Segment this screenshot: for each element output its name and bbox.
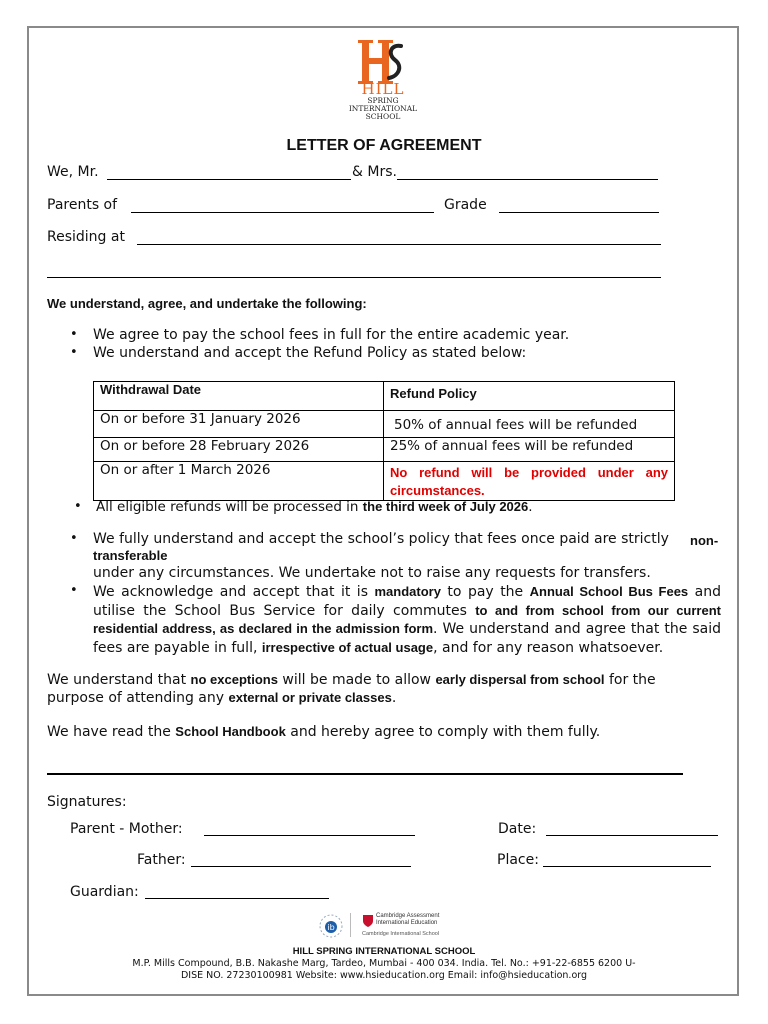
dispersal-text: will be made to allow [277, 672, 436, 688]
bullet-refund-policy: We understand and accept the Refund Policy as stated below: [93, 345, 527, 361]
ib-world-school-logo-icon [318, 913, 344, 939]
table-row [94, 438, 675, 462]
dispersal-text: purpose of attending any [47, 690, 229, 706]
bullet-icon: • [74, 499, 82, 514]
grade-field[interactable] [499, 212, 659, 213]
student-name-field[interactable] [131, 212, 434, 213]
transfer-line-1: We fully understand and accept the school’s policy that fees once paid are strictly [93, 531, 669, 547]
bus-text: utilise the School Bus Service for daily commutes [93, 602, 476, 619]
address-field-1[interactable] [137, 244, 661, 245]
guardian-signature-field[interactable] [145, 898, 329, 899]
dispersal-text: We understand that [47, 672, 191, 688]
dispersal-bold: early dispersal from school [435, 672, 605, 687]
footer-address: M.P. Mills Compound, B.B. Nakashe Marg, Tardeo, Mumbai - 400 034. India. Tel. No.: +91-22-6855 6200 U-DISE NO. 27230100981 Website: www.hsieducation.org Email: info@hsieducation.org [132, 958, 636, 981]
residing-at-label: Residing at [47, 229, 125, 245]
address-field-2[interactable] [47, 277, 661, 278]
bullet-icon: • [70, 327, 78, 342]
bullet-icon: • [70, 583, 78, 598]
table-row [94, 411, 675, 438]
cambridge-logo-text [376, 913, 439, 926]
mr-name-field[interactable] [107, 179, 351, 180]
bullet-fees-full: We agree to pay the school fees in full for the entire academic year. [93, 327, 570, 343]
table-cell-policy-no-refund [384, 462, 675, 501]
bus-text: We acknowledge and accept that it is [93, 584, 375, 600]
date-label: Date: [498, 821, 537, 837]
logo-line-2: INTERNATIONAL [348, 104, 418, 113]
table-cell-date: On or after 1 March 2026 [94, 462, 384, 501]
father-label: Father: [137, 852, 186, 868]
father-signature-field[interactable] [191, 866, 411, 867]
transfer-line-2: under any circumstances. We undertake not to raise any requests for transfers. [93, 565, 651, 581]
logo-separator [350, 913, 351, 937]
footer-school-name: HILL SPRING INTERNATIONAL SCHOOL [292, 946, 476, 957]
grade-label: Grade [444, 197, 487, 213]
cambridge-line-1: Cambridge Assessment [376, 913, 440, 919]
we-mr-label: We, Mr. [47, 164, 99, 180]
dispersal-line-1 [47, 672, 656, 688]
refund-table [93, 381, 675, 501]
parents-of-label: Parents of [47, 197, 118, 213]
page-title: LETTER OF AGREEMENT [286, 137, 482, 154]
bullet-icon: • [70, 531, 78, 546]
handbook-text: We have read the [47, 724, 176, 740]
dispersal-bold: no exceptions [190, 672, 278, 687]
svg-text:ib: ib [327, 923, 335, 932]
cambridge-line-3: Cambridge International School [362, 931, 440, 937]
cambridge-shield-icon [362, 914, 374, 928]
signatures-heading: Signatures: [47, 794, 127, 810]
bullet-icon: • [70, 345, 78, 360]
school-logo-monogram [353, 38, 413, 86]
no-refund-text: No refund will be provided under any circumstances. [390, 465, 668, 498]
logo-line-3: SCHOOL [365, 112, 401, 121]
column-header-refund-policy: Refund Policy [384, 382, 675, 411]
bus-text: said fees are payable in full, [93, 621, 722, 656]
table-cell-policy: 25% of annual fees will be refunded [384, 438, 675, 462]
bus-bold: irrespective of actual usage [261, 639, 434, 655]
table-cell-policy: 50% of annual fees will be refunded [384, 411, 675, 438]
dispersal-text: . [391, 690, 397, 706]
mother-label: Parent - Mother: [70, 821, 183, 837]
refund-note-text: All eligible refunds will be processed in [96, 499, 363, 515]
transfer-bold-2: transferable [93, 548, 168, 563]
bus-fee-paragraph [93, 583, 721, 657]
bus-text: . We understand and agree that the [433, 621, 688, 637]
place-field[interactable] [543, 866, 711, 867]
transfer-bold-1: non- [690, 533, 719, 548]
date-field[interactable] [546, 835, 718, 836]
refund-note-date: the third week of July 2026 [362, 499, 529, 514]
guardian-label: Guardian: [70, 884, 139, 900]
refund-processing-note [96, 499, 533, 515]
dispersal-text: for the [604, 672, 656, 688]
bus-bold: to and from school from our current [475, 602, 721, 618]
bus-text: , and for any reason whatsoever. [433, 639, 664, 656]
bus-text: to pay the [440, 584, 530, 600]
divider-line [47, 773, 683, 775]
place-label: Place: [497, 852, 539, 868]
column-header-withdrawal-date: Withdrawal Date [94, 382, 384, 411]
table-cell-date: On or before 31 January 2026 [94, 411, 384, 438]
bus-bold: mandatory [374, 584, 441, 599]
mother-signature-field[interactable] [204, 835, 415, 836]
handbook-text: and hereby agree to comply with them fully. [285, 724, 601, 740]
intro-heading: We understand, agree, and undertake the following: [47, 296, 367, 311]
dispersal-line-2 [47, 690, 396, 706]
bus-text: and [688, 584, 721, 600]
handbook-bold: School Handbook [175, 724, 286, 739]
table-cell-date: On or before 28 February 2026 [94, 438, 384, 462]
bus-bold: residential address, as declared in the admission form [93, 621, 434, 636]
mrs-name-field[interactable] [397, 179, 658, 180]
logo-name: HILL [361, 80, 405, 98]
cambridge-line-2: International Education [376, 919, 438, 926]
table-row [94, 462, 675, 501]
bus-bold: Annual School Bus Fees [529, 584, 689, 599]
handbook-statement [47, 724, 600, 740]
refund-note-period: . [528, 499, 533, 515]
dispersal-bold: external or private classes [228, 690, 392, 705]
logo-line-1: SPRING [367, 96, 399, 105]
mrs-label: & Mrs. [352, 164, 397, 180]
table-header-row [94, 382, 675, 411]
